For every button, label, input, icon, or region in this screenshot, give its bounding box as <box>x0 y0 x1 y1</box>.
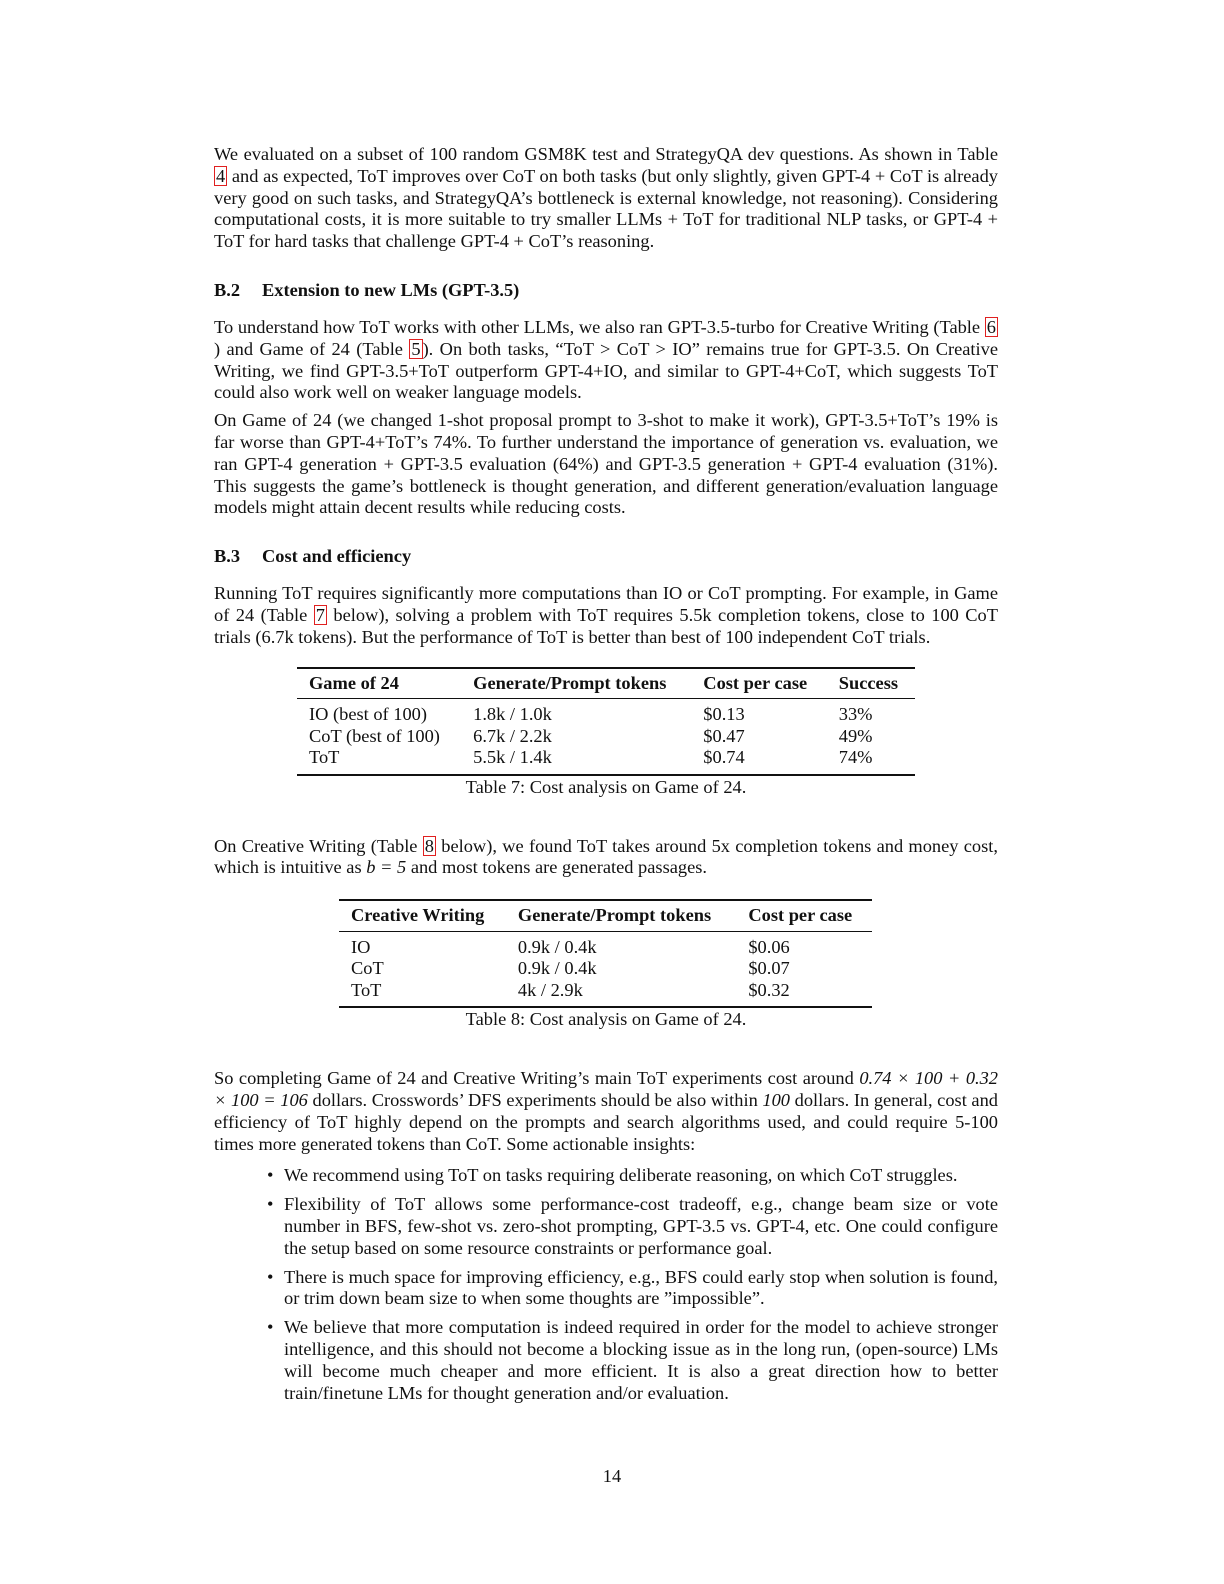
table-cell: ToT <box>297 747 461 775</box>
table-row <box>297 747 915 775</box>
b3-paragraph-2: On Creative Writing (Table 8 below), we found ToT takes around 5x completion tokens and money cost, which is intuitive as b = 5 and most tokens are generated passages. <box>214 835 998 878</box>
table-header-cell: Generate/Prompt tokens <box>461 668 691 699</box>
table-row <box>297 726 915 748</box>
b2-paragraph-1: To understand how ToT works with other LLMs, we also ran GPT-3.5-turbo for Creative Writing (Table 6) and Game of 24 (Table 5 ). On both tasks, “ToT > CoT > IO” remains true for GPT-3.5. On Creative Writing, we find GPT-3.5+ToT outperform GPT-4+IO, and similar to GPT-4+CoT, which suggests ToT could also work well on weaker language models. <box>214 316 998 403</box>
table-8 <box>339 899 872 1008</box>
table-row <box>297 699 915 726</box>
table-cell: IO (best of 100) <box>309 704 427 725</box>
table-cell: CoT (best of 100) <box>309 725 440 746</box>
list-item: • We believe that more computation is indeed required in order for the model to achieve stronger intelligence, and this should not become a blocking issue as in the long run, (open-source) LMs will become much cheaper and more efficient. It is also a great direction how to better train/finetune LMs for thought generation and/or evaluation. <box>284 1317 998 1404</box>
table-header-cell: Cost per case <box>691 668 826 699</box>
table-cell: 0.9k / 0.4k <box>517 936 597 957</box>
table-ref-link[interactable]: 4 <box>216 165 226 186</box>
table-ref-link[interactable]: 8 <box>424 835 434 856</box>
table-header-cell: Cost per case <box>736 900 872 931</box>
table-cell: $0.07 <box>748 958 790 979</box>
inline-math: b = 5 <box>366 857 407 878</box>
table-cell: 5.5k / 1.4k <box>461 747 691 775</box>
table-header-row <box>339 900 872 931</box>
table-cell: 49% <box>838 725 873 746</box>
section-heading-b3: B.3 Cost and efficiency <box>214 546 412 567</box>
inline-math: 0.74 × 100 + 0.32 × 100 = 106 <box>214 1068 998 1110</box>
table-row <box>339 958 872 980</box>
inline-math: 100 <box>762 1089 790 1110</box>
table-cell: IO <box>351 936 371 957</box>
b3-paragraph-3: So completing Game of 24 and Creative Writing’s main ToT experiments cost around 0.74 × 100 + 0.32 × 100 = 106 dollars. Crosswords’ DFS experiments should be also within 100 dollars. In general, cost and efficiency of ToT highly depend on the prompts and search algorithms used, and could require 5-100 times more generated tokens than CoT. Some actionable insights: <box>214 1068 998 1154</box>
list-item: • Flexibility of ToT allows some performance-cost tradeoff, e.g., change beam size or vote number in BFS, few-shot vs. zero-shot prompting, GPT-3.5 vs. GPT-4, etc. One could configure the setup based on some resource constraints or performance goal. <box>284 1194 998 1259</box>
table-cell: 0.9k / 0.4k <box>517 958 597 979</box>
table-8-caption: Table 8: Cost analysis on Game of 24. <box>465 1009 747 1030</box>
table-cell: CoT <box>351 958 384 979</box>
table-cell: $0.32 <box>736 980 872 1008</box>
table-row <box>339 931 872 958</box>
table-ref-link[interactable]: 7 <box>315 604 325 625</box>
table-header-cell: Success <box>827 668 915 699</box>
table-cell: $0.06 <box>748 936 790 957</box>
b3-paragraph-1: Running ToT requires significantly more computations than IO or CoT prompting. For example, in Game of 24 (Table 7 below), solving a problem with ToT requires 5.5k completion tokens, close to 100 CoT trials (6.7k tokens). But the performance of ToT is better than best of 100 independent CoT trials. <box>214 583 998 647</box>
table-header-cell: Generate/Prompt tokens <box>506 900 736 931</box>
list-item: • There is much space for improving efficiency, e.g., BFS could early stop when solution is found, or trim down beam size to when some thoughts are ”impossible”. <box>284 1267 998 1311</box>
insights-list <box>214 1165 998 1404</box>
table-ref-link[interactable]: 5 <box>411 338 421 359</box>
table-header-cell: Game of 24 <box>297 668 461 699</box>
table-header-cell: Creative Writing <box>339 900 506 931</box>
table-cell: 6.7k / 2.2k <box>473 725 552 746</box>
list-item: • We recommend using ToT on tasks requiring deliberate reasoning, on which CoT struggles. <box>284 1165 998 1187</box>
table-row <box>339 980 872 1008</box>
section-heading-b2: B.2 Extension to new LMs (GPT-3.5) <box>214 279 520 300</box>
table-cell: 4k / 2.9k <box>506 980 736 1008</box>
table-header-row <box>297 668 915 699</box>
table-cell: 74% <box>827 747 915 775</box>
table-7-caption: Table 7: Cost analysis on Game of 24. <box>465 776 747 797</box>
table-ref-link[interactable]: 6 <box>986 316 996 337</box>
b2-paragraph-2: On Game of 24 (we changed 1-shot proposal prompt to 3-shot to make it work), GPT-3.5+ToT’s 19% is far worse than GPT-4+ToT’s 74%. To further understand the importance of generation vs. evaluation, we ran GPT-4 generation + GPT-3.5 evaluation (64%) and GPT-3.5 generation + GPT-4 evaluation (31%). This suggests the game’s bottleneck is thought generation, and different generation/evaluation language models might attain decent results while reducing costs. <box>214 410 998 518</box>
page-number: 14 <box>602 1466 622 1486</box>
page-content <box>214 144 998 1411</box>
table-cell: $0.74 <box>691 747 826 775</box>
intro-paragraph: We evaluated on a subset of 100 random GSM8K test and StrategyQA dev questions. As shown in Table 4 and as expected, ToT improves over CoT on both tasks (but only slightly, given GPT-4 + CoT is already very good on such tasks, and StrategyQA’s bottleneck is external knowledge, not reasoning). Considering computational costs, it is more suitable to try smaller LLMs + ToT for traditional NLP tasks, or GPT-4 + ToT for hard tasks that challenge GPT-4 + CoT’s reasoning. <box>214 144 998 252</box>
table-cell: 33% <box>838 704 873 725</box>
table-7 <box>297 667 915 776</box>
table-cell: $0.13 <box>703 704 745 725</box>
table-cell: $0.47 <box>703 725 745 746</box>
table-cell: 1.8k / 1.0k <box>473 704 552 725</box>
table-cell: ToT <box>339 980 506 1008</box>
